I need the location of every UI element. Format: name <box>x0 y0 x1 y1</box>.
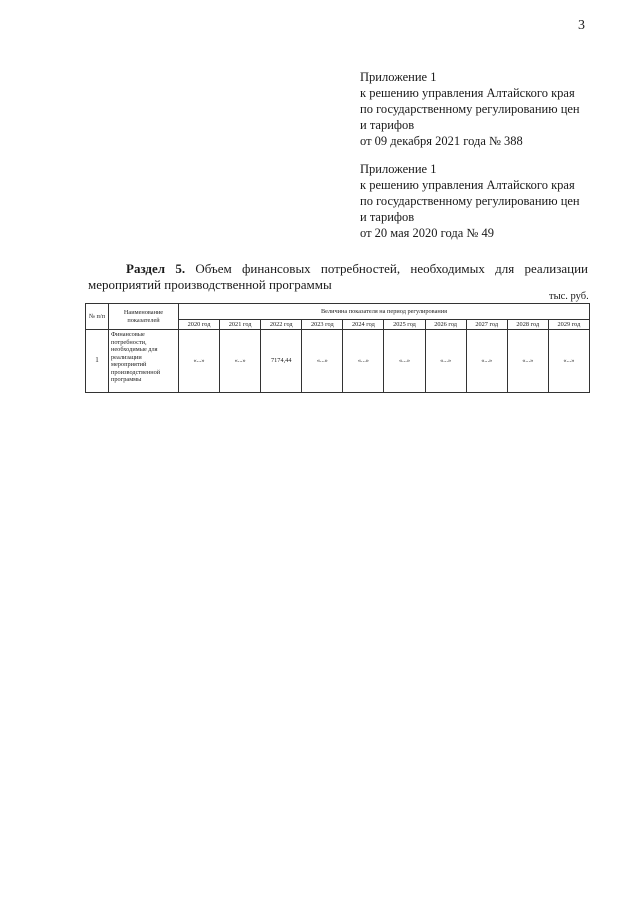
header-year: 2028 год <box>507 320 548 330</box>
appendix-previous <box>360 161 610 241</box>
row-value: «...» <box>466 330 507 393</box>
section-title <box>88 261 588 293</box>
row-value: «...» <box>507 330 548 393</box>
row-indicator-name: Финансовые потребности, необходимые для реализации мероприятий производственной программы <box>109 330 179 393</box>
appendix-current <box>360 69 610 149</box>
appendix-line: к решению управления Алтайского края <box>360 86 575 100</box>
section-title-line1: Объем финансовых потребностей, необходимых для реализации <box>195 261 589 276</box>
appendix-line: от 20 мая 2020 года № 49 <box>360 226 494 240</box>
row-value: «...» <box>343 330 384 393</box>
appendix-line: и тарифов <box>360 210 415 224</box>
row-value: 7174,44 <box>261 330 302 393</box>
header-year: 2021 год <box>220 320 261 330</box>
header-period-values: Величина показателя на период регулирования <box>179 304 590 320</box>
appendix-line: Приложение 1 <box>360 162 437 176</box>
header-year: 2029 год <box>548 320 589 330</box>
header-year: 2023 год <box>302 320 343 330</box>
header-year: 2022 год <box>261 320 302 330</box>
section-label: Раздел 5. <box>126 261 186 276</box>
header-year: 2027 год <box>466 320 507 330</box>
appendix-line: к решению управления Алтайского края <box>360 178 575 192</box>
page-number: 3 <box>578 18 585 33</box>
header-year: 2020 год <box>179 320 220 330</box>
row-number: 1 <box>86 330 109 393</box>
row-value: «...» <box>548 330 589 393</box>
row-value: «...» <box>302 330 343 393</box>
header-number: № п/п <box>86 304 109 330</box>
financial-needs-table <box>85 303 590 393</box>
units-label: тыс. руб. <box>549 291 589 302</box>
appendix-line: по государственному регулированию цен <box>360 194 580 208</box>
row-value: «...» <box>220 330 261 393</box>
appendix-line: по государственному регулированию цен <box>360 102 580 116</box>
header-year: 2026 год <box>425 320 466 330</box>
row-value: «...» <box>384 330 425 393</box>
header-year: 2025 год <box>384 320 425 330</box>
appendix-line: Приложение 1 <box>360 70 437 84</box>
row-value: «...» <box>425 330 466 393</box>
appendix-line: и тарифов <box>360 118 415 132</box>
section-title-line2: мероприятий производственной программы <box>88 277 332 292</box>
appendix-line: от 09 декабря 2021 года № 388 <box>360 134 523 148</box>
header-indicator-name: Наименование показателей <box>109 304 179 330</box>
header-year: 2024 год <box>343 320 384 330</box>
table-row <box>86 330 590 393</box>
row-value: «...» <box>179 330 220 393</box>
